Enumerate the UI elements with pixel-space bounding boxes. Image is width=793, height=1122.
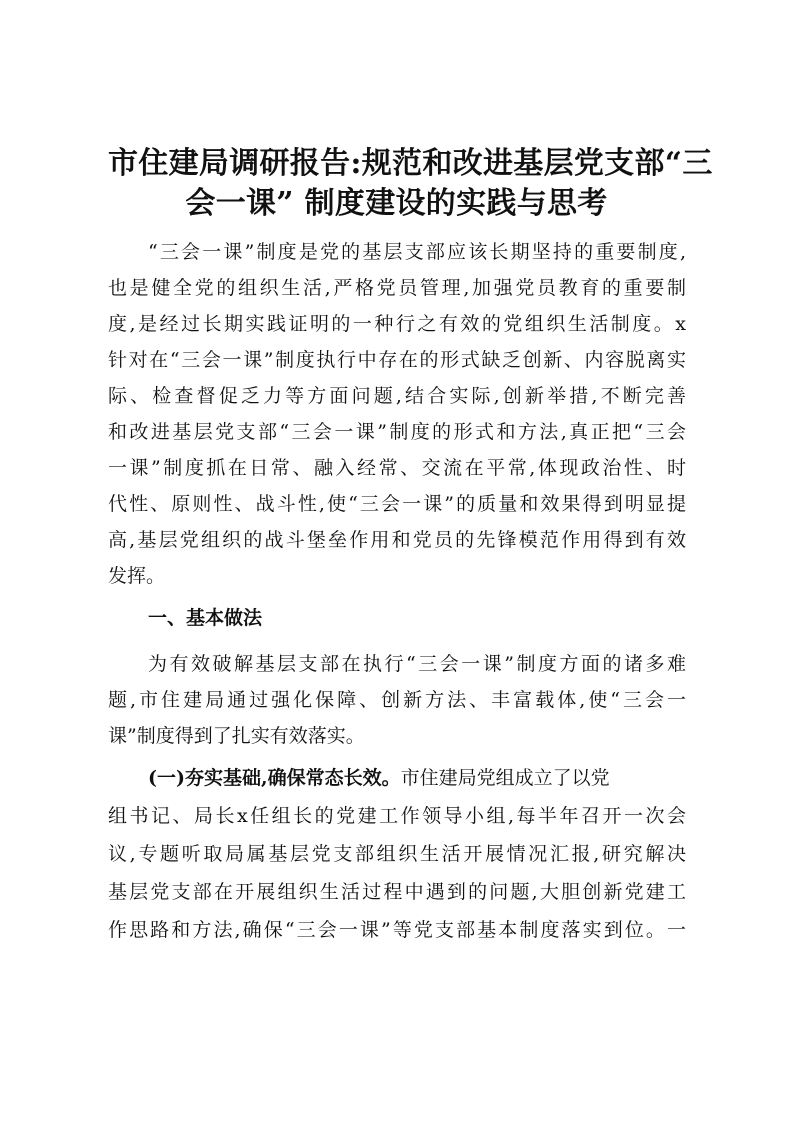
subsection1-first-text: 市住建局党组成立了以党: [400, 767, 610, 789]
subsection1-line: 作思路和方法,确保“三会一课”等党支部基本制度落实到位。一: [108, 919, 686, 941]
intro-line: 针对在“三会一课”制度执行中存在的形式缺乏创新、内容脱离实: [108, 349, 686, 371]
intro-line: 度,是经过长期实践证明的一种行之有效的党组织生活制度。x: [108, 313, 686, 335]
section1-line: 为有效破解基层支部在执行“三会一课”制度方面的诸多难: [148, 653, 686, 675]
intro-line: 高,基层党组织的战斗堡垒作用和党员的先锋模范作用得到有效: [108, 529, 686, 551]
document-title-line-1: 市住建局调研报告:规范和改进基层党支部“三: [108, 146, 713, 181]
section-heading: 一、基本做法: [148, 607, 263, 629]
intro-line: 代性、原则性、战斗性,使“三会一课”的质量和效果得到明显提: [108, 493, 686, 515]
subsection1-heading: (一)夯实基础,确保常态长效。: [148, 767, 401, 789]
section1-line: 题,市住建局通过强化保障、创新方法、丰富载体,使“三会一: [108, 689, 686, 711]
intro-line: 一课”制度抓在日常、融入经常、交流在平常,体现政治性、时: [108, 457, 686, 479]
document-title-line-2: 会一课” 制度建设的实践与思考: [185, 186, 608, 221]
subsection1-line: 基层党支部在开展组织生活过程中遇到的问题,大胆创新党建工: [108, 881, 686, 903]
intro-line: 也是健全党的组织生活,严格党员管理,加强党员教育的重要制: [108, 277, 686, 299]
subsection1-first-line: [148, 760, 686, 796]
intro-line: 际、检查督促乏力等方面问题,结合实际,创新举措,不断完善: [108, 385, 686, 407]
section1-line: 课”制度得到了扎实有效落实。: [108, 725, 365, 747]
intro-line: “三会一课”制度是党的基层支部应该长期坚持的重要制度,: [148, 241, 686, 263]
intro-line: 和改进基层党支部“三会一课”制度的形式和方法,真正把“三会: [108, 421, 686, 443]
intro-line: 发挥。: [108, 565, 166, 587]
subsection1-line: 议,专题听取局属基层党支部组织生活开展情况汇报,研究解决: [108, 843, 686, 865]
subsection1-line: 组书记、局长x任组长的党建工作领导小组,每半年召开一次会: [108, 805, 686, 827]
